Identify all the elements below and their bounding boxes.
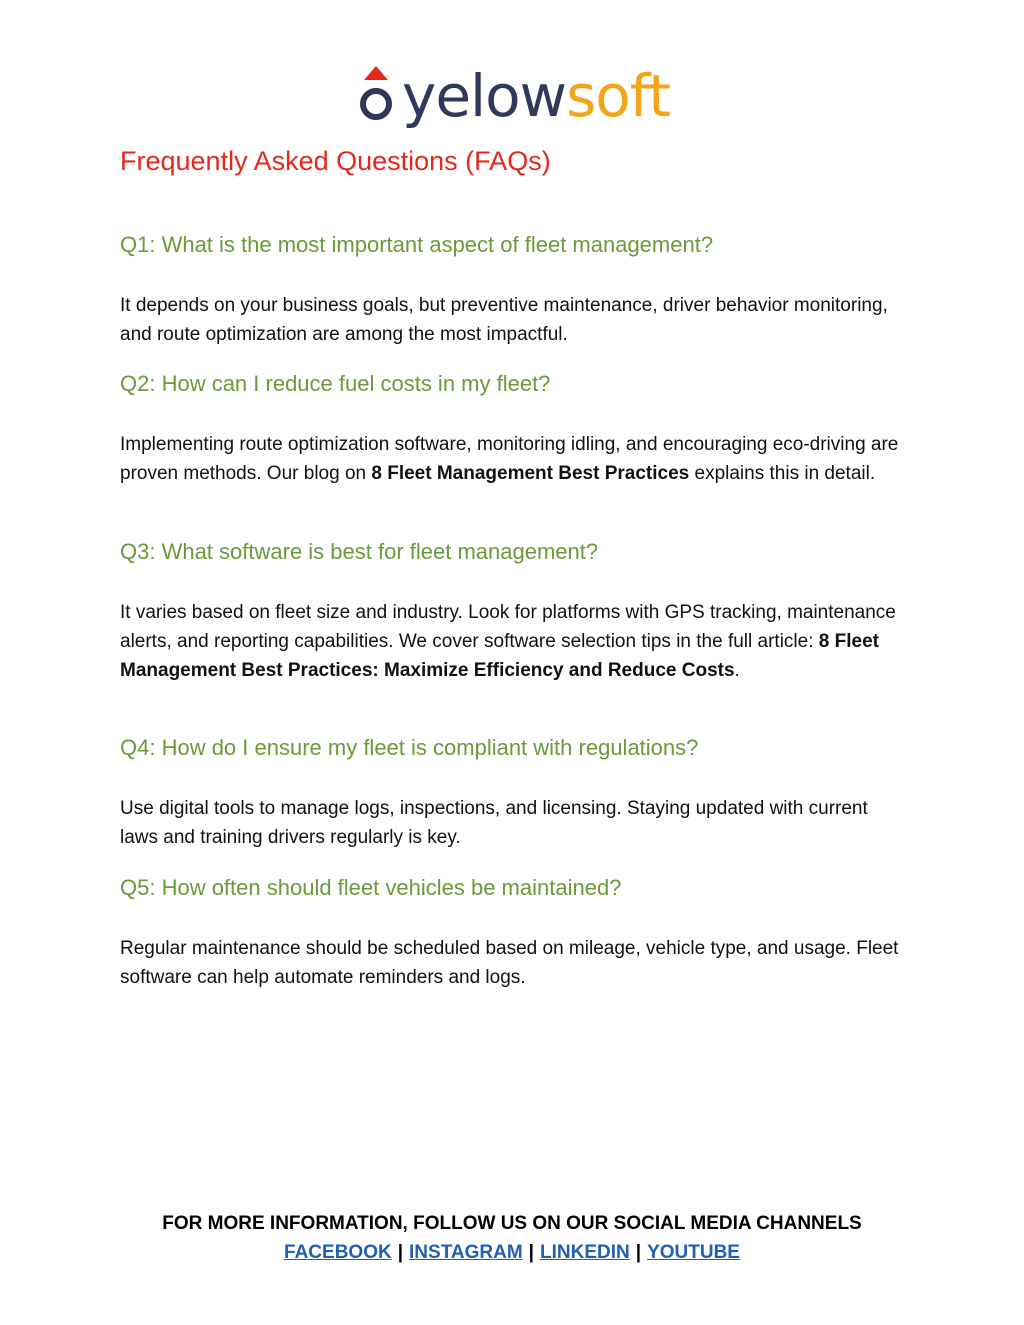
logo-wordmark-accent: soft	[566, 62, 670, 130]
faq-item-5	[120, 875, 910, 992]
faq-question-1: Q1: What is the most important aspect of fleet management?	[120, 232, 714, 257]
instagram-link[interactable]: INSTAGRAM	[409, 1242, 523, 1263]
page-title: Frequently Asked Questions (FAQs)	[120, 146, 551, 176]
faq-answer-5: Regular maintenance should be scheduled based on mileage, vehicle type, and usage. Fleet software can help automate reminders and logs.	[120, 938, 899, 988]
link-separator: |	[528, 1242, 534, 1263]
faq-answer-4: Use digital tools to manage logs, inspections, and licensing. Staying updated with current laws and training drivers regularly is key.	[120, 798, 868, 848]
logo-mark-icon	[354, 64, 398, 134]
faq-question-4: Q4: How do I ensure my fleet is compliant with regulations?	[120, 735, 699, 760]
footer	[0, 1209, 1024, 1267]
footer-heading: FOR MORE INFORMATION, FOLLOW US ON OUR SOCIAL MEDIA CHANNELS	[162, 1213, 862, 1234]
facebook-link[interactable]: FACEBOOK	[284, 1242, 392, 1263]
link-separator: |	[635, 1242, 642, 1263]
youtube-link[interactable]: YOUTUBE	[647, 1242, 740, 1263]
faq-item-2	[120, 371, 910, 488]
faq-answer-3	[120, 598, 910, 685]
logo-wordmark-dark: yelow	[402, 62, 567, 130]
faq-answer-2-article-title: 8 Fleet Management Best Practices	[371, 463, 690, 484]
link-separator: |	[397, 1242, 404, 1263]
faq-question-5: Q5: How often should fleet vehicles be maintained?	[120, 875, 622, 900]
logo-wordmark	[402, 62, 670, 130]
faq-item-1	[120, 232, 910, 349]
social-links	[0, 1238, 1024, 1267]
faq-answer-3-text: It varies based on fleet size and industry. Look for platforms with GPS tracking, maintenance alerts, and reporting capabilities. We cover software selection tips in the full article:	[120, 602, 896, 652]
faq-answer-2	[120, 430, 910, 488]
brand-logo	[0, 58, 1024, 134]
faq-answer-3-text-end: .	[734, 660, 740, 681]
faq-item-4	[120, 735, 910, 852]
linkedin-link[interactable]: LINKEDIN	[540, 1242, 630, 1263]
faq-question-3: Q3: What software is best for fleet management?	[120, 539, 599, 564]
faq-item-3	[120, 539, 910, 685]
faq-answer-3-article-title: 8 Fleet Management Best Practices: Maximize Efficiency and Reduce Costs	[120, 631, 879, 681]
faq-answer-2-text-end: explains this in detail.	[689, 463, 876, 484]
faq-answer-2-text: Implementing route optimization software, monitoring idling, and encouraging eco-driving are proven methods. Our blog on	[120, 434, 899, 484]
faq-answer-1: It depends on your business goals, but preventive maintenance, driver behavior monitoring, and route optimization are among the most impactful.	[120, 295, 888, 345]
faq-question-2: Q2: How can I reduce fuel costs in my fleet?	[120, 371, 551, 396]
